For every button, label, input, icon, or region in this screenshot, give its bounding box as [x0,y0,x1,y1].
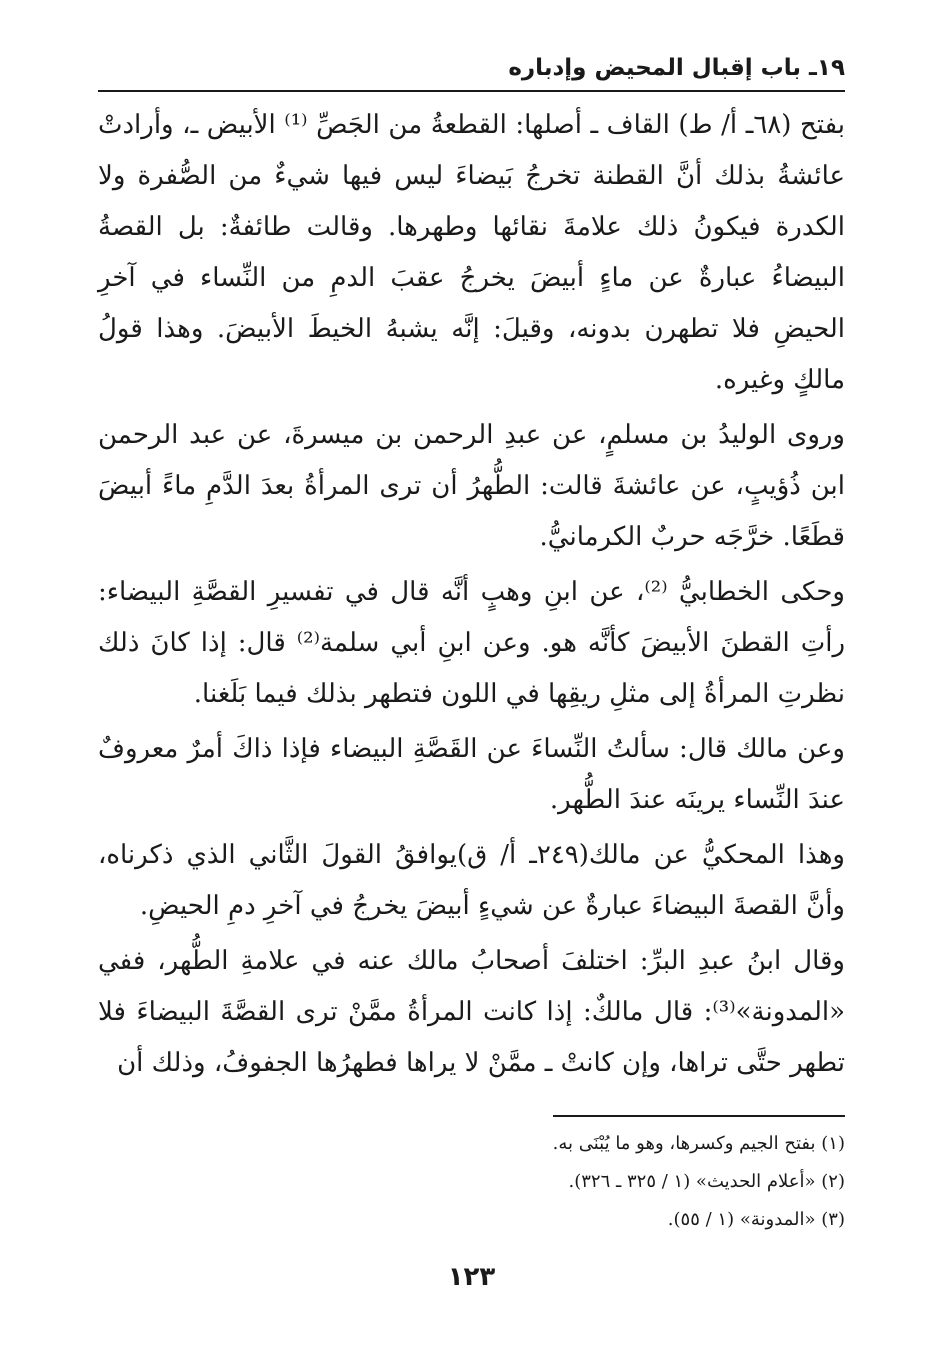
footnotes [98,1125,845,1239]
main-text [98,100,845,1089]
footnote-1: (١) بفتح الجيم وكسرها، وهو ما يُبْنَى به. [552,1133,845,1154]
paragraph-2: وروى الوليدُ بن مسلمٍ، عن عبدِ الرحمن بن ميسرةَ، عن عبد الرحمن ابن ذُؤيبٍ، عن عائشةَ قالت: الطُّهرُ أن ترى المرأةُ بعدَ الدَّمِ ماءً أبيضَ قطَعًا. خرَّجَه حربٌ الكرمانيُّ. [98,420,845,552]
footnote-2: (٢) «أعلام الحديث» (١ / ٣٢٥ ـ ٣٢٦). [568,1171,845,1192]
paragraph-5: وهذا المحكيُّ عن مالك(٢٤٩ـ أ/ ق)يوافقُ القولَ الثَّاني الذي ذكرناه، وأنَّ القصةَ البيضاءَ عبارةٌ عن شيءٍ أبيضَ يخرجُ في آخرِ دمِ الحيضِ. [98,840,845,921]
footnote-divider [553,1115,845,1117]
paragraph-1: بفتح (٦٨ـ أ/ ط) القاف ـ أصلها: القطعةُ من الجَصِّ ⁽¹⁾ الأبيض ـ، وأرادتْ عائشةُ بذلك أنَّ القطنة تخرجُ بَيضاءَ ليس فيها شيءٌ من الصُّفرة ولا الكدرة فيكونُ ذلك علامةَ نقائها وطهرها. وقالت طائفةٌ: بل القصةُ البيضاءُ عبارةٌ عن ماءٍ أبيضَ يخرجُ عقبَ الدمِ من النِّساء في آخرِ الحيضِ فلا تطهرن بدونه، وقيلَ: إنَّه يشبهُ الخيطَ الأبيضَ. وهذا قولُ مالكٍ وغيره. [98,110,845,395]
chapter-title: ١٩ـ باب إقبال المحيض وإدباره [508,55,845,81]
paragraph-3: وحكى الخطابيُّ ⁽²⁾، عن ابنِ وهبٍ أنَّه قال في تفسيرِ القصَّةِ البيضاء: رأتِ القطنَ الأبيضَ كأنَّه هو. وعن ابنِ أبي سلمة⁽²⁾ قال: إذا كانَ ذلك نظرتِ المرأةُ إلى مثلِ ريقِها في اللون فتطهر بذلك فيما بَلَغنا. [98,577,845,709]
running-header [98,50,845,92]
paragraph-4: وعن مالك قال: سألتُ النِّساءَ عن القَصَّةِ البيضاء فإذا ذاكَ أمرٌ معروفٌ عندَ النِّساء يرينَه عندَ الطُّهر. [98,734,845,815]
page-number: ١٢٣ [447,1262,496,1292]
paragraph-6: وقال ابنُ عبدِ البرِّ: اختلفَ أصحابُ مالك عنه في علامةِ الطُّهر، ففي «المدونة»⁽³⁾: قال مالكٌ: إذا كانت المرأةُ ممَّنْ ترى القصَّةَ البيضاءَ فلا تطهر حتَّى تراها، وإن كانتْ ـ ممَّنْ لا يراها فطهرُها الجفوفُ، وذلك أن [98,946,845,1078]
footnote-3: (٣) «المدونة» (١ / ٥٥). [667,1209,845,1230]
